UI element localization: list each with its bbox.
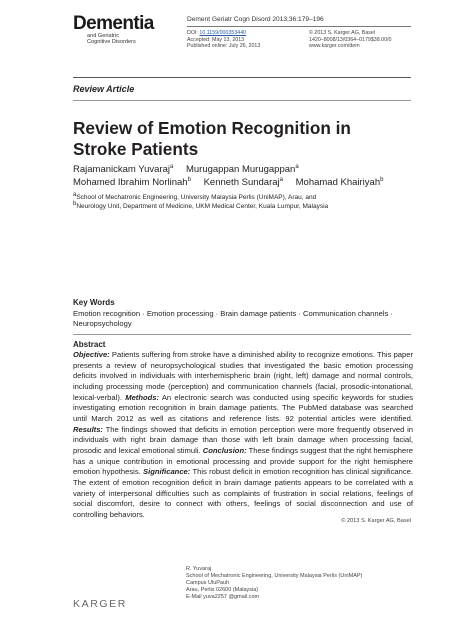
objective-label: Objective: [73,350,110,359]
abstract-divider [73,334,411,335]
conclusion-text: These findings suggest that the right hemisphere has a unique contribution in emotional processing and provide support for the right hemisphere emotion hypothesis. [73,445,413,477]
author: Rajamanickam Yuvaraj$^a$ [73,163,174,175]
header-copyright: © 2013 S. Karger AG, Basel [309,30,376,36]
issn: 1420–8008/13/0364–0179$38.00/0 [309,36,392,43]
publisher-logo: KARGER [73,598,127,610]
doi-link[interactable]: 10.1159/000353440 [199,30,247,36]
correspondence-line: Arau, Perlis 02600 (Malaysia) [186,586,259,593]
methods-label: Methods: [125,392,159,402]
correspondence-line: Campus UluPauh [186,579,230,586]
author: Mohamad Khairiyah$^b$ [295,177,384,189]
correspondence-email[interactable]: E-Mail yuva2257 @gmail.com [186,593,260,600]
keywords-text: Emotion recognition · Emotion processing · Brain damage patients · Communication channels · Neuropsychology [73,309,393,328]
journal-logo [73,14,154,46]
doi-line [187,30,309,37]
author-list [73,163,411,189]
meta-left [187,30,309,50]
affiliation: $^a$School of Mechatronic Engineering, University Malaysia Perlis (UniMAP), Arau, and [73,191,317,201]
abstract-copyright: © 2013 S. Karger AG, Basel [341,518,411,524]
published-date: Published online: July 26, 2013 [187,43,261,50]
author: Kenneth Sundaraj$^a$ [203,177,283,189]
journal-subtitle-line-2: Cognitive Disorders [87,39,136,46]
title-line-1: Review of Emotion Recognition in [73,118,351,138]
correspondence [186,566,416,601]
article-type-divider [73,100,411,101]
objective-text: Patients suffering from stroke have a diminished ability to recognize emotions. This paper presents a review of neuropsychological studies that investigated the basic emotion processing deficits involved in individuals with interhemispheric brain (right, left) damage and normal controls, including processing mode (perception) and communication channels (facial, prosodic-intonational, lexical-verbal). [73,350,413,402]
conclusion-label: Conclusion: [202,445,247,455]
affiliations [73,193,411,211]
title-line-2: Stroke Patients [73,139,199,159]
header-meta [187,16,411,50]
journal-subtitle-line-1: and Geriatric [87,33,120,39]
journal-name: Dementia [73,13,154,34]
abstract-heading: Abstract [73,340,106,349]
affiliation: $^b$Neurology Unit, Department of Medicine, UKM Medical Center, Kuala Lumpur, Malaysia [73,201,329,211]
meta-right [309,30,411,50]
website-link[interactable]: www.karger.com/dem [309,43,360,50]
significance-text: This robust deficit in emotion recognition has clinical significance. The extent of emotion recognition deficit in brain damage patients appears to be correlated with a variety of interpersonal difficulties such as complaints of frustration in social relations, feelings of social discomfort, desire to connect with others, feelings of social disconnection and use of controlling behaviors. [73,467,413,519]
correspondence-line: School of Mechatronic Engineering, University Malaysia Perlis (UniMAP) [186,572,363,579]
results-text: The findings showed that deficits in emotion perception were more frequently observed in individuals with right brain damage than those with left brain damage when processing facial, prosodic and lexical emotional stimuli. [73,424,413,455]
methods-text: An electronic search was conducted using specific keywords for studies investigating emotion recognition in brain damage patients. The PubMed database was searched until March 2012 as well as citations and reference lists. 92 potential articles were identified. [73,392,414,423]
citation: Dement Geriatr Cogn Disord 2013;36:179–196 [187,16,411,27]
meta-columns [187,30,411,50]
correspondence-name: R. Yuvaraj [186,566,212,572]
significance-label: Significance: [143,467,191,477]
author: Mohamed Ibrahim Norlinah$^b$ [73,177,191,189]
abstract-body [73,350,413,521]
keywords-heading: Key Words [73,298,115,307]
article-type: Review Article [73,84,135,94]
top-divider [73,77,411,78]
accepted-date: Accepted: May 13, 2013 [187,36,245,43]
results-label: Results: [73,424,103,434]
article-title [73,118,403,160]
doi-prefix: DOI: [187,30,200,36]
author: Murugappan Murugappan$^a$ [185,163,299,175]
